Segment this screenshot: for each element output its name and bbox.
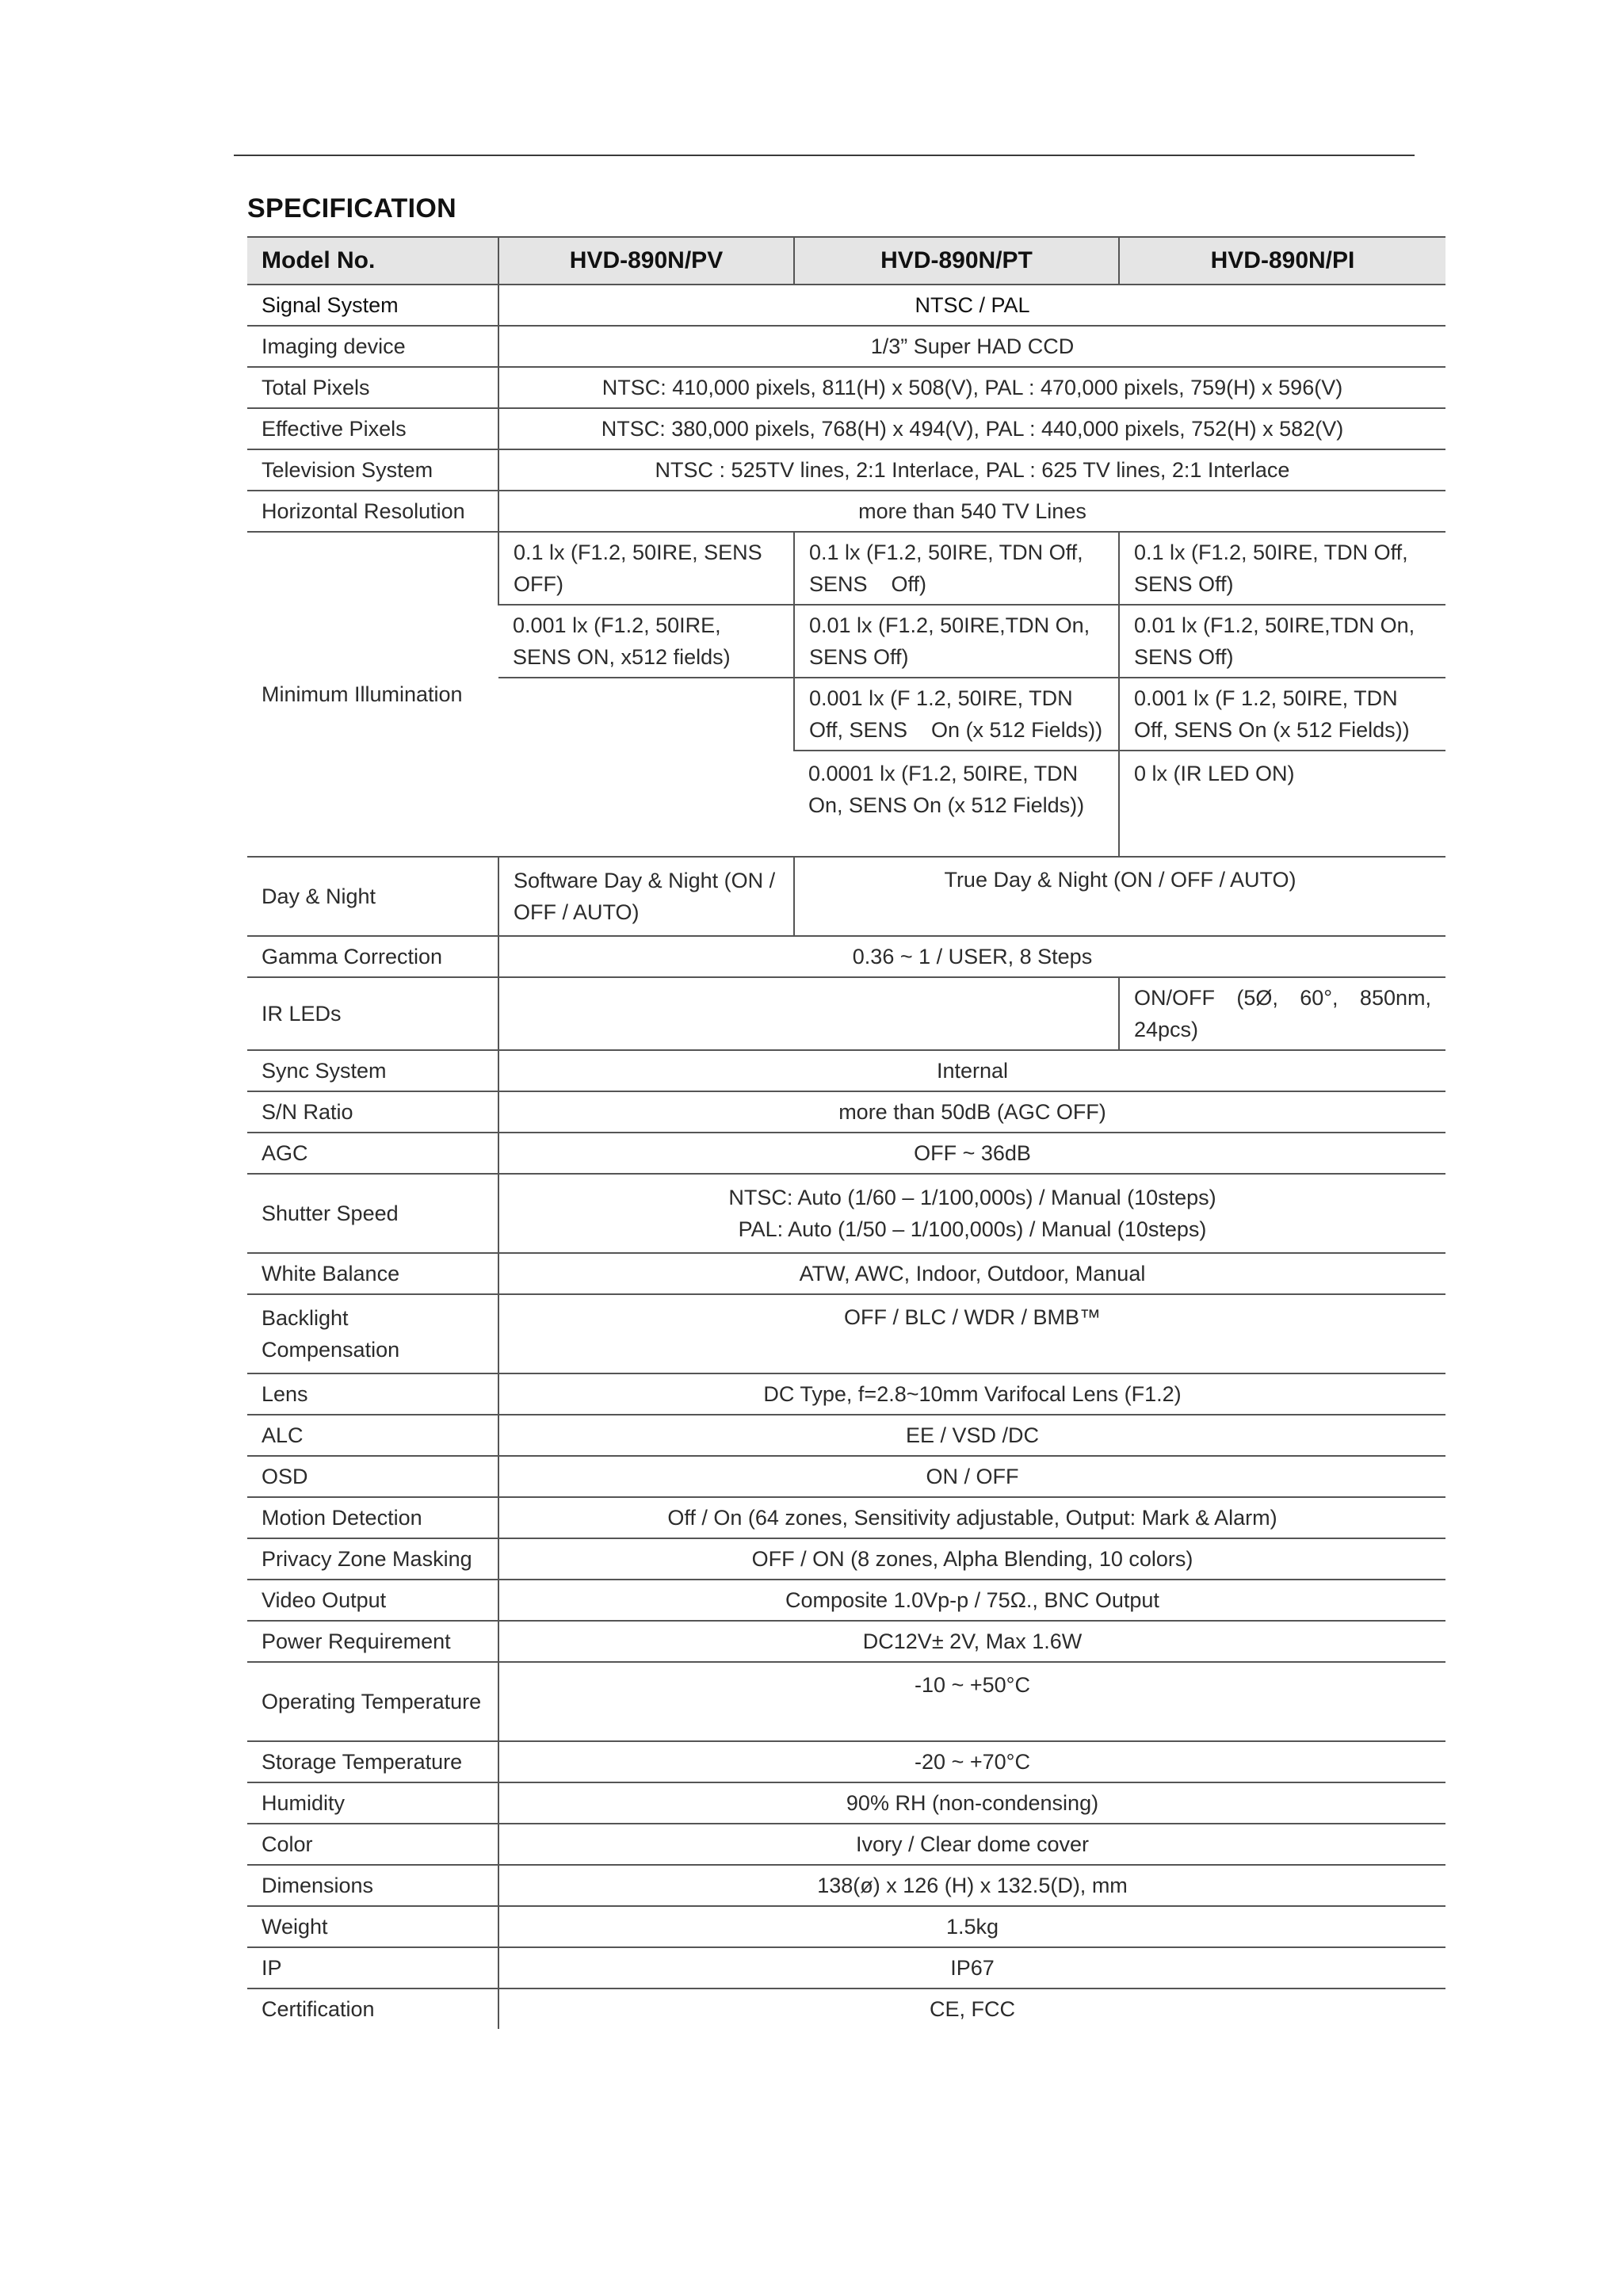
table-header-row: [247, 237, 1445, 285]
row-value: ON / OFF: [498, 1456, 1445, 1497]
table-row: [247, 1091, 1445, 1133]
table-row: [247, 1373, 1445, 1415]
row-label: IP: [247, 1947, 498, 1988]
table-row: [247, 285, 1445, 326]
illumination-pi-1: 0.1 lx (F1.2, 50IRE, TDN Off, SENS Off): [1119, 532, 1445, 605]
row-label: Backlight Compensation: [247, 1294, 498, 1373]
row-value: CE, FCC: [498, 1988, 1445, 2029]
row-value: OFF ~ 36dB: [498, 1133, 1445, 1174]
day-night-pv: Software Day & Night (ON / OFF / AUTO): [498, 857, 794, 936]
row-label: Motion Detection: [247, 1497, 498, 1538]
shutter-pal: PAL: Auto (1/50 – 1/100,000s) / Manual (10steps): [738, 1217, 1207, 1241]
illumination-pi-4: 0 lx (IR LED ON): [1119, 751, 1445, 857]
top-rule: [234, 155, 1415, 156]
row-label: Imaging device: [247, 326, 498, 367]
table-row: [247, 1580, 1445, 1621]
table-row: [247, 1865, 1445, 1906]
model-pt: HVD-890N/PT: [794, 237, 1119, 285]
row-value: Ivory / Clear dome cover: [498, 1824, 1445, 1865]
row-value: 1/3” Super HAD CCD: [498, 326, 1445, 367]
model-pi: HVD-890N/PI: [1119, 237, 1445, 285]
illumination-pt-4: 0.0001 lx (F1.2, 50IRE, TDN On, SENS On (x 512 Fields)): [794, 751, 1119, 857]
row-label: IR LEDs: [247, 977, 498, 1050]
illumination-pv-2: 0.001 lx (F1.2, 50IRE, SENS ON, x512 fields): [498, 605, 794, 678]
table-row: [247, 1050, 1445, 1091]
row-label: Sync System: [247, 1050, 498, 1091]
table-row: [247, 1988, 1445, 2029]
row-label: Horizontal Resolution: [247, 491, 498, 532]
row-value: Composite 1.0Vp-p / 75Ω., BNC Output: [498, 1580, 1445, 1621]
row-label: OSD: [247, 1456, 498, 1497]
row-value: -20 ~ +70°C: [498, 1741, 1445, 1782]
row-label: Day & Night: [247, 857, 498, 936]
table-row: [247, 1906, 1445, 1947]
model-label: Model No.: [247, 237, 498, 285]
row-value: DC Type, f=2.8~10mm Varifocal Lens (F1.2): [498, 1373, 1445, 1415]
row-label: Storage Temperature: [247, 1741, 498, 1782]
table-row: [247, 977, 1445, 1050]
illumination-pt-3: 0.001 lx (F 1.2, 50IRE, TDN Off, SENS On (x 512 Fields)): [794, 678, 1119, 751]
model-pv: HVD-890N/PV: [498, 237, 794, 285]
table-row: [247, 1662, 1445, 1741]
table-row: [247, 408, 1445, 449]
row-label: Effective Pixels: [247, 408, 498, 449]
row-value: [498, 1174, 1445, 1253]
row-value: -10 ~ +50°C: [498, 1662, 1445, 1741]
row-label: Humidity: [247, 1782, 498, 1824]
row-value: more than 540 TV Lines: [498, 491, 1445, 532]
row-value: 90% RH (non-condensing): [498, 1782, 1445, 1824]
row-label: Operating Temperature: [247, 1662, 498, 1741]
row-value: 1.5kg: [498, 1906, 1445, 1947]
row-label: AGC: [247, 1133, 498, 1174]
row-value: more than 50dB (AGC OFF): [498, 1091, 1445, 1133]
table-row: [247, 326, 1445, 367]
table-row: [247, 532, 1445, 605]
row-label: Shutter Speed: [247, 1174, 498, 1253]
row-label: Power Requirement: [247, 1621, 498, 1662]
row-label: Certification: [262, 1997, 375, 2021]
row-label: Color: [247, 1824, 498, 1865]
row-value: IP67: [498, 1947, 1445, 1988]
row-label: Privacy Zone Masking: [247, 1538, 498, 1580]
table-row: [247, 1253, 1445, 1294]
row-label: White Balance: [247, 1253, 498, 1294]
table-row: [247, 1174, 1445, 1253]
table-row: [247, 1497, 1445, 1538]
row-value: NTSC: 380,000 pixels, 768(H) x 494(V), PAL : 440,000 pixels, 752(H) x 582(V): [498, 408, 1445, 449]
row-value: OFF / BLC / WDR / BMB™: [498, 1294, 1445, 1373]
illumination-pv-empty: [498, 678, 794, 857]
illumination-pt-1: 0.1 lx (F1.2, 50IRE, TDN Off, SENS Off): [794, 532, 1119, 605]
table-row: [247, 1824, 1445, 1865]
row-label: Minimum Illumination: [247, 532, 498, 857]
row-value: 0.36 ~ 1 / USER, 8 Steps: [498, 936, 1445, 977]
row-value: Off / On (64 zones, Sensitivity adjustable, Output: Mark & Alarm): [498, 1497, 1445, 1538]
row-label: ALC: [247, 1415, 498, 1456]
row-value: NTSC: 410,000 pixels, 811(H) x 508(V), PAL : 470,000 pixels, 759(H) x 596(V): [498, 367, 1445, 408]
table-row: [247, 1621, 1445, 1662]
row-label: Weight: [247, 1906, 498, 1947]
row-label: Dimensions: [247, 1865, 498, 1906]
illumination-pi-3: 0.001 lx (F 1.2, 50IRE, TDN Off, SENS On (x 512 Fields)): [1119, 678, 1445, 751]
table-row: [247, 491, 1445, 532]
table-row: [247, 1415, 1445, 1456]
row-value: EE / VSD /DC: [498, 1415, 1445, 1456]
row-label: S/N Ratio: [247, 1091, 498, 1133]
row-value: NTSC : 525TV lines, 2:1 Interlace, PAL : 625 TV lines, 2:1 Interlace: [498, 449, 1445, 491]
row-value: 138(ø) x 126 (H) x 132.5(D), mm: [498, 1865, 1445, 1906]
illumination-pi-2: 0.01 lx (F1.2, 50IRE,TDN On, SENS Off): [1119, 605, 1445, 678]
table-row: [247, 936, 1445, 977]
table-row: [247, 857, 1445, 936]
table-row: [247, 1538, 1445, 1580]
shutter-ntsc: NTSC: Auto (1/60 – 1/100,000s) / Manual (10steps): [728, 1186, 1216, 1209]
table-row: [247, 449, 1445, 491]
table-row: [247, 1133, 1445, 1174]
ir-leds-pi: ON/OFF (5Ø, 60°, 850nm, 24pcs): [1119, 977, 1445, 1050]
table-row: [247, 1782, 1445, 1824]
table-row: [247, 1456, 1445, 1497]
row-value: ATW, AWC, Indoor, Outdoor, Manual: [498, 1253, 1445, 1294]
table-row: [247, 1947, 1445, 1988]
row-label: Signal System: [247, 285, 498, 326]
row-value: NTSC / PAL: [498, 285, 1445, 326]
ir-leds-pv-pt-empty: [498, 977, 1119, 1050]
page-title: SPECIFICATION: [247, 193, 456, 223]
row-label: Gamma Correction: [247, 936, 498, 977]
row-label: Lens: [247, 1373, 498, 1415]
table-row: [247, 1741, 1445, 1782]
row-value: DC12V± 2V, Max 1.6W: [498, 1621, 1445, 1662]
row-value: Internal: [498, 1050, 1445, 1091]
row-value: OFF / ON (8 zones, Alpha Blending, 10 colors): [498, 1538, 1445, 1580]
table-row: [247, 1294, 1445, 1373]
table-row: [247, 367, 1445, 408]
specification-table: [247, 236, 1445, 2029]
illumination-pt-2: 0.01 lx (F1.2, 50IRE,TDN On, SENS Off): [794, 605, 1119, 678]
illumination-pv-1: 0.1 lx (F1.2, 50IRE, SENS OFF): [498, 532, 794, 605]
day-night-pt-pi: True Day & Night (ON / OFF / AUTO): [794, 857, 1445, 936]
row-label: Video Output: [247, 1580, 498, 1621]
row-label: Television System: [247, 449, 498, 491]
row-label: Total Pixels: [247, 367, 498, 408]
